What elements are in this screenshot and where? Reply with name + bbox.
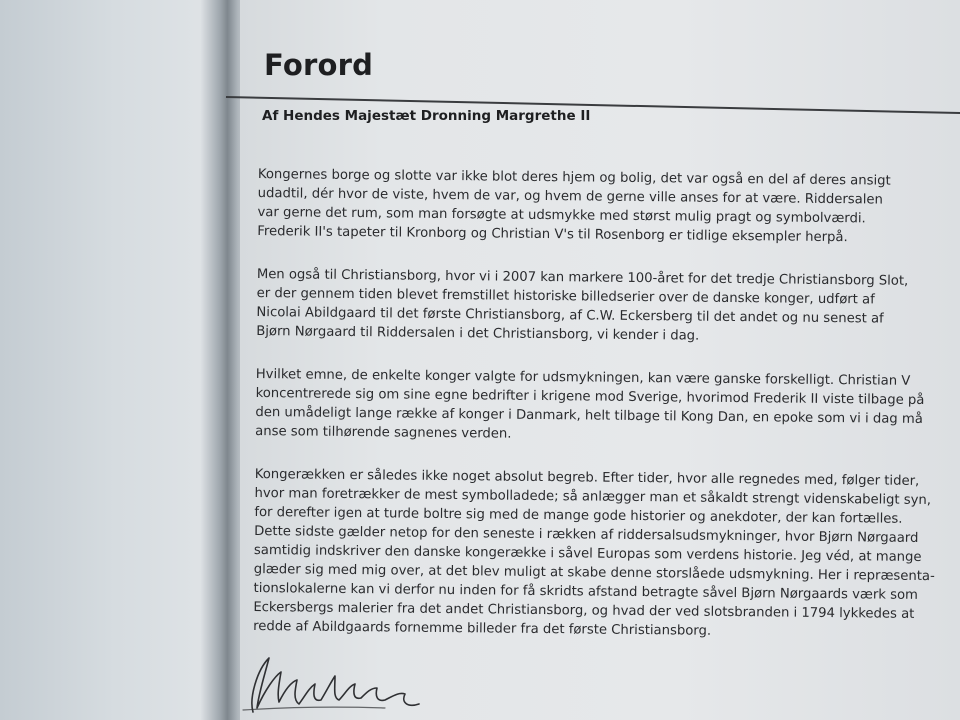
paragraph [256,265,909,348]
text-line: redde af Abildgaards fornemme billeder fra det første Christiansborg. [253,618,712,639]
text-line: Bjørn Nørgaard til Riddersalen i det Christiansborg, vi kender i dag. [256,323,700,344]
text-line: Nicolai Abildgaard til det første Christiansborg, af C.W. Eckersberg til det andet og nu senest af [256,304,884,327]
text-line: for derefter igen at turde boltre sig med de mange gode historier og anekdoter, der kan fortælles. [254,504,903,527]
text-line: var gerne det rum, som man forsøgte at udsmykke med størst mulig pragt og symbolværdi. [257,204,866,227]
left-page [0,0,210,720]
text-line: glæder sig med mig over, at det blev muligt at skabe denne storslåede udsmykning. Her i repræsenta- [253,561,935,585]
paragraph [253,465,935,643]
text-line: udadtil, dér hvor de viste, hvem de var, og hvem de gerne ville anses for at være. Riddersalen [257,185,884,208]
paragraph [257,165,898,248]
text-line: Eckersbergs malerier fra det andet Christiansborg, og hvad der ved slotsbranden i 1794 lykkedes at [253,599,915,622]
handwritten-signature [235,650,435,720]
text-line: samtidig indskriver den danske kongerække i såvel Europas som verdens historie. Jeg véd, at mange [253,542,922,565]
paragraph [255,365,925,448]
text-line: er der gennem tiden blevet fremstillet historiske billedserier over de danske konger, udført af [256,285,875,308]
text-line: tionslokalerne kan vi derfor nu inden for få skridts afstand betragte såvel Bjørn Nørgaards værk som [253,580,919,603]
text-line: anse som tilhørende sagnenes verden. [255,423,512,442]
text-line: Dette sidste gælder netop for den seneste i rækken af riddersalsudsmykninger, hvor Bjørn Nørgaard [254,523,919,546]
byline: Af Hendes Majestæt Dronning Margrethe II [262,108,591,124]
text-line: hvor man foretrækker de mest symbolladede; så anlægger man et såkaldt strengt videnskabeligt syn, [254,485,932,509]
text-line: den umådeligt lange række af konger i Danmark, helt tilbage til Kong Dan, en epoke som vi i dag må [255,404,923,427]
text-line: Men også til Christiansborg, hvor vi i 2007 kan markere 100-året for det tredje Christiansborg Slot, [256,266,909,289]
text-line: Kongernes borge og slotte var ikke blot deres hjem og bolig, det var også en del af deres ansigt [257,166,891,189]
text-line: koncentrerede sig om sine egne bedrifter i krigene mod Sverige, hvorimod Frederik II viste tilbage på [255,385,925,408]
page-title: Forord [264,48,374,82]
text-line: Kongerækken er således ikke noget absolut begreb. Efter tider, hvor alle regnedes med, følger tider, [254,466,920,489]
body-text [253,165,935,667]
text-line: Hvilket emne, de enkelte konger valgte for udsmykningen, kan være ganske forskelligt. Christian V [255,366,911,389]
text-line: Frederik II's tapeter til Kronborg og Christian V's til Rosenborg er tidlige eksempler herpå. [257,223,848,246]
